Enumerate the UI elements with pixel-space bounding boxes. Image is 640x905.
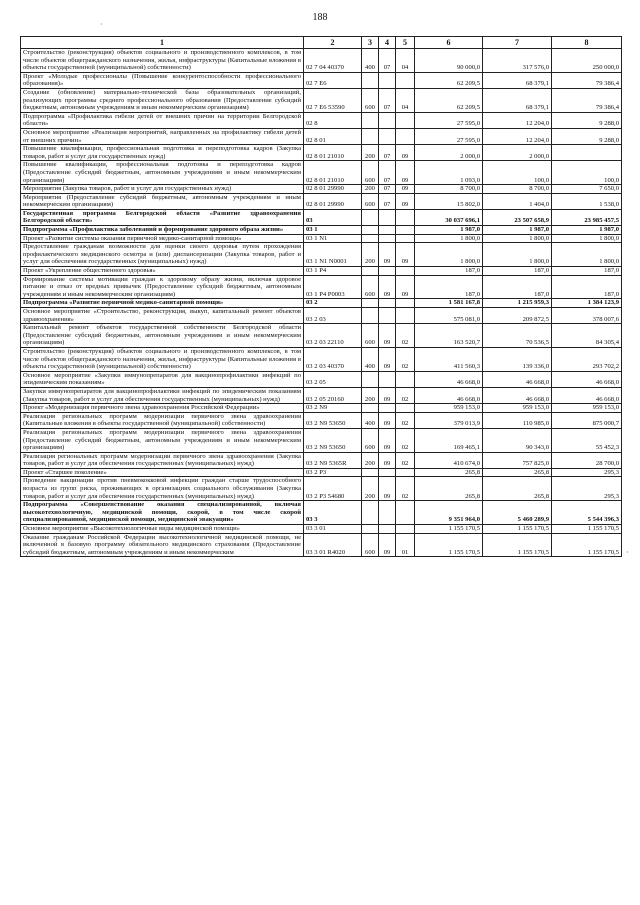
table-row [21, 234, 622, 243]
row-code-cell: 02 8 01 29990 [304, 185, 362, 194]
table-row [21, 299, 622, 308]
row-expense-type-cell [362, 267, 379, 276]
row-section-cell: 09 [379, 428, 396, 452]
row-expense-type-cell: 600 [362, 275, 379, 299]
row-section-cell: 07 [379, 145, 396, 161]
row-section-cell: 09 [379, 477, 396, 501]
table-row [21, 412, 622, 428]
column-header: 4 [379, 37, 396, 49]
row-name-cell: Подпрограмма «Профилактика заболеваний и формирование здорового образа жизни» [21, 226, 304, 235]
row-amount-2022-cell: 5 460 289,9 [483, 501, 552, 525]
row-section-cell: 07 [379, 161, 396, 185]
table-row [21, 501, 622, 525]
column-header: 6 [415, 37, 483, 49]
row-amount-2021-cell: 187,0 [415, 275, 483, 299]
row-code-cell: 03 1 N1 N0001 [304, 243, 362, 267]
table-row [21, 185, 622, 194]
table-row [21, 243, 622, 267]
row-subsection-cell: 04 [396, 88, 415, 112]
row-amount-2023-cell: 378 007,6 [552, 308, 622, 324]
row-subsection-cell: 04 [396, 49, 415, 73]
row-amount-2021-cell: 9 351 964,0 [415, 501, 483, 525]
row-expense-type-cell: 200 [362, 452, 379, 468]
table-header-row [21, 37, 622, 49]
row-code-cell: 02 8 01 21010 [304, 161, 362, 185]
row-subsection-cell [396, 128, 415, 144]
table-row [21, 226, 622, 235]
row-code-cell: 02 7 E6 [304, 72, 362, 88]
row-subsection-cell: 02 [396, 324, 415, 348]
row-name-cell: Формирование системы мотивации граждан к здоровому образу жизни, включая здоровое питание и отказ от вредных привычек (Предоставление субсидий бюджетным, автономным учреждениям и иным некоммерческим организациям) [21, 275, 304, 299]
row-subsection-cell [396, 112, 415, 128]
row-amount-2022-cell: 2 000,0 [483, 145, 552, 161]
row-expense-type-cell: 600 [362, 193, 379, 209]
row-subsection-cell: 09 [396, 275, 415, 299]
row-amount-2021-cell: 62 209,5 [415, 72, 483, 88]
row-name-cell: Подпрограмма «Развитие первичной медико-санитарной помощи» [21, 299, 304, 308]
row-section-cell [379, 267, 396, 276]
row-subsection-cell [396, 299, 415, 308]
row-code-cell: 03 3 [304, 501, 362, 525]
row-subsection-cell [396, 501, 415, 525]
row-expense-type-cell [362, 308, 379, 324]
row-section-cell [379, 209, 396, 225]
row-amount-2022-cell: 1 215 959,3 [483, 299, 552, 308]
row-amount-2021-cell: 1 800,0 [415, 243, 483, 267]
column-header: 5 [396, 37, 415, 49]
row-section-cell: 09 [379, 412, 396, 428]
row-amount-2021-cell: 265,8 [415, 477, 483, 501]
row-expense-type-cell: 600 [362, 324, 379, 348]
row-code-cell: 03 1 N1 [304, 234, 362, 243]
row-amount-2022-cell: 1 155 170,5 [483, 525, 552, 534]
row-code-cell: 03 2 05 [304, 371, 362, 387]
budget-table [20, 36, 622, 557]
table-row [21, 533, 622, 557]
row-subsection-cell [396, 468, 415, 477]
row-amount-2023-cell: 55 452,3 [552, 428, 622, 452]
row-name-cell: Повышение квалификации, профессиональная подготовка и переподготовка кадров (Закупка товаров, работ и услуг для государственных нужд) [21, 145, 304, 161]
row-amount-2021-cell: 8 700,0 [415, 185, 483, 194]
row-amount-2023-cell: 7 650,0 [552, 185, 622, 194]
row-subsection-cell: 09 [396, 243, 415, 267]
row-amount-2023-cell: 23 985 457,5 [552, 209, 622, 225]
table-row [21, 209, 622, 225]
row-amount-2021-cell: 575 081,0 [415, 308, 483, 324]
row-name-cell: Создание (обновление) материально-технической базы образовательных организаций, реализующих программы среднего профессионального образования (Предоставление субсидий бюджетным, автономным учреждениям и иным некоммерческим организациям) [21, 88, 304, 112]
row-amount-2023-cell: 959 153,0 [552, 404, 622, 413]
row-code-cell: 03 2 P3 54680 [304, 477, 362, 501]
row-name-cell: Проект «Укрепление общественного здоровья» [21, 267, 304, 276]
row-name-cell: Капитальный ремонт объектов государственной собственности Белгородской области (Предоставление субсидий бюджетным, автономным учреждениям и иным некоммерческим организациям) [21, 324, 304, 348]
row-amount-2023-cell: 293 702,2 [552, 347, 622, 371]
table-row [21, 347, 622, 371]
row-amount-2021-cell: 187,0 [415, 267, 483, 276]
row-code-cell: 03 2 N9 [304, 404, 362, 413]
row-code-cell: 03 2 05 20160 [304, 387, 362, 403]
row-amount-2021-cell: 959 153,0 [415, 404, 483, 413]
row-amount-2021-cell: 1 581 167,8 [415, 299, 483, 308]
row-amount-2023-cell: 875 000,7 [552, 412, 622, 428]
row-amount-2022-cell: 1 800,0 [483, 234, 552, 243]
row-section-cell: 07 [379, 185, 396, 194]
row-amount-2022-cell: 46 668,0 [483, 387, 552, 403]
row-amount-2023-cell: 5 544 396,3 [552, 501, 622, 525]
row-amount-2023-cell: 187,0 [552, 275, 622, 299]
row-section-cell [379, 308, 396, 324]
row-code-cell: 02 8 01 21010 [304, 145, 362, 161]
row-amount-2021-cell: 379 013,9 [415, 412, 483, 428]
row-name-cell: Строительство (реконструкция) объектов социального и производственного комплексов, в том числе объектов общегражданского назначения, жилья, инфраструктуры (Капитальные вложения в объекты государственной (муниципальной) собственности) [21, 347, 304, 371]
row-amount-2023-cell: 1 155 170,5 [552, 525, 622, 534]
row-amount-2023-cell: 1 155 170,5 [552, 533, 622, 557]
row-code-cell: 03 1 [304, 226, 362, 235]
row-subsection-cell: 02 [396, 412, 415, 428]
row-expense-type-cell [362, 404, 379, 413]
row-amount-2022-cell: 46 668,0 [483, 371, 552, 387]
row-name-cell: Мероприятия (Закупка товаров, работ и услуг для государственных нужд) [21, 185, 304, 194]
row-amount-2022-cell: 187,0 [483, 267, 552, 276]
row-amount-2021-cell: 2 000,0 [415, 145, 483, 161]
row-code-cell: 03 2 03 40370 [304, 347, 362, 371]
row-expense-type-cell [362, 128, 379, 144]
row-amount-2023-cell: 1 800,0 [552, 234, 622, 243]
row-name-cell: Строительство (реконструкция) объектов социального и производственного комплексов, в том числе объектов общегражданского назначения, жилья, инфраструктуры (Капитальные вложения в объекты государственной (муниципальной) собственности) [21, 49, 304, 73]
row-expense-type-cell: 600 [362, 428, 379, 452]
table-row [21, 371, 622, 387]
row-amount-2021-cell: 90 000,0 [415, 49, 483, 73]
row-section-cell: 07 [379, 193, 396, 209]
row-amount-2022-cell: 959 153,0 [483, 404, 552, 413]
row-amount-2023-cell: 295,3 [552, 477, 622, 501]
row-amount-2021-cell: 1 155 170,5 [415, 525, 483, 534]
row-code-cell: 03 2 [304, 299, 362, 308]
table-row [21, 404, 622, 413]
row-section-cell: 09 [379, 324, 396, 348]
row-expense-type-cell: 200 [362, 387, 379, 403]
row-section-cell [379, 525, 396, 534]
table-row [21, 452, 622, 468]
row-section-cell: 09 [379, 243, 396, 267]
table-row [21, 112, 622, 128]
row-subsection-cell [396, 371, 415, 387]
row-amount-2022-cell: 68 379,1 [483, 88, 552, 112]
row-amount-2022-cell: 68 379,1 [483, 72, 552, 88]
row-name-cell: Государственная программа Белгородской области «Развитие здравоохранения Белгородской области» [21, 209, 304, 225]
row-expense-type-cell [362, 72, 379, 88]
row-subsection-cell [396, 525, 415, 534]
row-amount-2023-cell: 79 386,4 [552, 88, 622, 112]
table-row [21, 72, 622, 88]
row-expense-type-cell: 600 [362, 88, 379, 112]
row-section-cell [379, 468, 396, 477]
column-header: 7 [483, 37, 552, 49]
row-amount-2022-cell: 70 536,5 [483, 324, 552, 348]
row-code-cell: 02 8 01 29990 [304, 193, 362, 209]
row-amount-2021-cell: 265,8 [415, 468, 483, 477]
row-section-cell [379, 72, 396, 88]
row-amount-2021-cell: 46 668,0 [415, 371, 483, 387]
row-code-cell: 03 1 P4 P0003 [304, 275, 362, 299]
row-code-cell: 03 3 01 R4020 [304, 533, 362, 557]
row-name-cell: Реализация региональных программ модернизации первичного звена здравоохранения (Предоставление субсидий бюджетным, автономным учреждениям и иным некоммерческим организациям) [21, 428, 304, 452]
row-name-cell: Мероприятия (Предоставление субсидий бюджетным, автономным учреждениям и иным некоммерческим организациям) [21, 193, 304, 209]
row-name-cell: Подпрограмма «Профилактика гибели детей от внешних причин на территории Белгородской области» [21, 112, 304, 128]
row-code-cell: 03 2 N9 5365R [304, 452, 362, 468]
row-amount-2023-cell: 250 000,0 [552, 49, 622, 73]
row-amount-2023-cell: 100,0 [552, 161, 622, 185]
row-name-cell: Проект «Развитие системы оказания первичной медико-санитарной помощи» [21, 234, 304, 243]
row-amount-2023-cell: 9 288,0 [552, 128, 622, 144]
table-row [21, 324, 622, 348]
row-amount-2022-cell: 265,8 [483, 468, 552, 477]
row-expense-type-cell: 600 [362, 161, 379, 185]
row-name-cell: Предоставление гражданам возможности для оценки своего здоровья путем прохождения профилактического медицинского осмотра и (или) диспансеризации (Закупка товаров, работ и услуг для обеспечения государственных (муниципальных) нужд) [21, 243, 304, 267]
row-section-cell: 09 [379, 275, 396, 299]
row-name-cell: Реализация региональных программ модернизации первичного звена здравоохранения (Закупка товаров, работ и услуг для обеспечения государственных (муниципальных) нужд) [21, 452, 304, 468]
row-subsection-cell: 02 [396, 452, 415, 468]
row-amount-2021-cell: 1 155 170,5 [415, 533, 483, 557]
row-amount-2022-cell: 1 800,0 [483, 243, 552, 267]
row-subsection-cell: 02 [396, 477, 415, 501]
row-name-cell: Проведение вакцинации против пневмококковой инфекции граждан старше трудоспособного возраста из групп риска, проживающих в организациях социального обслуживания (Закупка товаров, работ и услуг для обеспечения государственных (муниципальных) нужд) [21, 477, 304, 501]
row-name-cell: Основное мероприятие «Высокотехнологичные виды медицинской помощи» [21, 525, 304, 534]
row-section-cell: 09 [379, 347, 396, 371]
row-amount-2021-cell: 1 800,0 [415, 234, 483, 243]
row-code-cell: 03 3 01 [304, 525, 362, 534]
row-section-cell [379, 404, 396, 413]
row-expense-type-cell: 200 [362, 185, 379, 194]
row-amount-2022-cell: 1 404,0 [483, 193, 552, 209]
row-amount-2022-cell: 265,8 [483, 477, 552, 501]
row-amount-2021-cell: 169 465,1 [415, 428, 483, 452]
table-row [21, 88, 622, 112]
row-section-cell [379, 299, 396, 308]
row-section-cell [379, 128, 396, 144]
row-subsection-cell [396, 267, 415, 276]
row-subsection-cell: 09 [396, 161, 415, 185]
row-expense-type-cell: 400 [362, 49, 379, 73]
row-code-cell: 03 2 03 22110 [304, 324, 362, 348]
row-name-cell: Реализация региональных программ модернизации первичного звена здравоохранения (Капитальные вложения в объекты государственной (муниципальной) собственности) [21, 412, 304, 428]
row-expense-type-cell [362, 299, 379, 308]
column-header: 1 [21, 37, 304, 49]
row-amount-2023-cell: 46 668,0 [552, 371, 622, 387]
row-amount-2021-cell: 62 209,5 [415, 88, 483, 112]
row-code-cell: 02 7 04 40370 [304, 49, 362, 73]
row-section-cell [379, 234, 396, 243]
row-amount-2023-cell: 295,3 [552, 468, 622, 477]
row-name-cell: Проект «Модернизация первичного звена здравоохранения Российской Федерации» [21, 404, 304, 413]
row-section-cell [379, 501, 396, 525]
page-number: 188 [312, 12, 328, 23]
row-code-cell: 03 2 N9 53650 [304, 412, 362, 428]
table-row [21, 468, 622, 477]
column-header: 2 [304, 37, 362, 49]
row-amount-2023-cell [552, 145, 622, 161]
row-expense-type-cell: 400 [362, 412, 379, 428]
row-amount-2022-cell: 1 155 170,5 [483, 533, 552, 557]
row-amount-2023-cell: 1 384 123,9 [552, 299, 622, 308]
row-expense-type-cell: 400 [362, 347, 379, 371]
row-expense-type-cell [362, 371, 379, 387]
table-row [21, 49, 622, 73]
row-section-cell: 09 [379, 387, 396, 403]
row-name-cell: Проект «Старшее поколение» [21, 468, 304, 477]
row-amount-2023-cell: 46 668,0 [552, 387, 622, 403]
row-amount-2022-cell: 757 825,0 [483, 452, 552, 468]
row-amount-2021-cell: 46 668,0 [415, 387, 483, 403]
row-amount-2023-cell: 1 538,0 [552, 193, 622, 209]
table-row [21, 275, 622, 299]
row-name-cell: Закупки иммунопрепаратов для вакцинопрофилактики инфекций по эпидемическим показаниям (Закупка товаров, работ и услуг для обеспечения государственных (муниципальных) нужд) [21, 387, 304, 403]
row-name-cell: Оказание гражданам Российской Федерации высокотехнологичной медицинской помощи, не включенной в базовую программу обязательного медицинского страхования (Предоставление субсидий бюджетным, автономным учреждениям и иным некоммерческим [21, 533, 304, 557]
row-expense-type-cell [362, 209, 379, 225]
row-amount-2023-cell: 79 386,4 [552, 72, 622, 88]
row-amount-2022-cell: 8 700,0 [483, 185, 552, 194]
row-amount-2021-cell: 27 595,0 [415, 112, 483, 128]
row-amount-2023-cell: 1 987,0 [552, 226, 622, 235]
row-amount-2023-cell: 1 800,0 [552, 243, 622, 267]
row-section-cell: 07 [379, 49, 396, 73]
row-name-cell: Основное мероприятие «Закупки иммунопрепаратов для вакцинопрофилактики инфекций по эпидемическим показаниям» [21, 371, 304, 387]
row-amount-2021-cell: 411 560,3 [415, 347, 483, 371]
row-code-cell: 03 1 P4 [304, 267, 362, 276]
row-subsection-cell: 09 [396, 185, 415, 194]
row-amount-2023-cell: 84 305,4 [552, 324, 622, 348]
row-code-cell: 02 8 [304, 112, 362, 128]
row-expense-type-cell: 200 [362, 145, 379, 161]
row-amount-2021-cell: 1 987,0 [415, 226, 483, 235]
table-row [21, 428, 622, 452]
row-expense-type-cell [362, 234, 379, 243]
row-code-cell: 03 2 N9 53650 [304, 428, 362, 452]
row-subsection-cell: 02 [396, 347, 415, 371]
table-row [21, 145, 622, 161]
row-subsection-cell: 09 [396, 145, 415, 161]
row-amount-2021-cell: 163 520,7 [415, 324, 483, 348]
table-body [21, 49, 622, 557]
row-subsection-cell [396, 308, 415, 324]
row-code-cell: 03 2 P3 [304, 468, 362, 477]
row-expense-type-cell: 200 [362, 477, 379, 501]
row-amount-2021-cell: 15 802,0 [415, 193, 483, 209]
table-row [21, 128, 622, 144]
table-row [21, 525, 622, 534]
row-name-cell: Основное мероприятие «Реализация мероприятий, направленных на профилактику гибели детей от внешних причин» [21, 128, 304, 144]
row-code-cell: 03 2 03 [304, 308, 362, 324]
row-amount-2022-cell: 90 343,0 [483, 428, 552, 452]
row-amount-2022-cell: 110 985,0 [483, 412, 552, 428]
row-amount-2021-cell: 30 037 696,1 [415, 209, 483, 225]
row-subsection-cell: 02 [396, 387, 415, 403]
row-expense-type-cell [362, 525, 379, 534]
row-amount-2022-cell: 1 987,0 [483, 226, 552, 235]
row-amount-2022-cell: 317 576,0 [483, 49, 552, 73]
table-row [21, 477, 622, 501]
row-section-cell: 09 [379, 452, 396, 468]
row-name-cell: Основное мероприятие «Строительство, реконструкция, выкуп, капитальный ремонт объектов здравоохранения» [21, 308, 304, 324]
table-row [21, 267, 622, 276]
row-expense-type-cell [362, 468, 379, 477]
row-expense-type-cell: 600 [362, 533, 379, 557]
table-row [21, 308, 622, 324]
row-amount-2022-cell: 139 336,0 [483, 347, 552, 371]
row-amount-2022-cell: 187,0 [483, 275, 552, 299]
row-section-cell [379, 112, 396, 128]
row-expense-type-cell [362, 112, 379, 128]
row-subsection-cell [396, 404, 415, 413]
row-code-cell: 02 7 E6 53590 [304, 88, 362, 112]
row-amount-2021-cell: 410 674,0 [415, 452, 483, 468]
row-amount-2023-cell: 28 700,0 [552, 452, 622, 468]
row-subsection-cell: 09 [396, 193, 415, 209]
row-expense-type-cell [362, 501, 379, 525]
row-amount-2022-cell: 209 872,5 [483, 308, 552, 324]
row-section-cell: 07 [379, 88, 396, 112]
row-amount-2021-cell: 27 595,0 [415, 128, 483, 144]
row-section-cell [379, 371, 396, 387]
row-section-cell: 09 [379, 533, 396, 557]
row-amount-2022-cell: 100,0 [483, 161, 552, 185]
row-subsection-cell: 01 [396, 533, 415, 557]
row-name-cell: Подпрограмма «Совершенствование оказания специализированной, включая высокотехнологичную, медицинской помощи, скорой, в том числе скорой специализированной, медицинской помощи, медицинской эвакуации» [21, 501, 304, 525]
row-name-cell: Повышение квалификации, профессиональная подготовка и переподготовка кадров (Предоставление субсидий бюджетным, автономным учреждениям и иным некоммерческим организациям) [21, 161, 304, 185]
scan-dot: · [626, 548, 629, 557]
table-row [21, 161, 622, 185]
row-expense-type-cell: 200 [362, 243, 379, 267]
row-amount-2023-cell: 187,0 [552, 267, 622, 276]
column-header: 8 [552, 37, 622, 49]
table-row [21, 387, 622, 403]
row-subsection-cell: 02 [396, 428, 415, 452]
row-amount-2022-cell: 12 204,0 [483, 128, 552, 144]
row-subsection-cell [396, 209, 415, 225]
row-expense-type-cell [362, 226, 379, 235]
column-header: 3 [362, 37, 379, 49]
row-subsection-cell [396, 226, 415, 235]
row-section-cell [379, 226, 396, 235]
row-subsection-cell [396, 234, 415, 243]
scan-dot: · [100, 20, 103, 29]
row-amount-2023-cell: 9 288,0 [552, 112, 622, 128]
row-name-cell: Проект «Молодые профессионалы (Повышение конкурентоспособности профессионального образования)» [21, 72, 304, 88]
row-amount-2022-cell: 12 204,0 [483, 112, 552, 128]
row-amount-2022-cell: 23 507 658,9 [483, 209, 552, 225]
row-amount-2021-cell: 1 093,0 [415, 161, 483, 185]
row-code-cell: 02 8 01 [304, 128, 362, 144]
row-code-cell: 03 [304, 209, 362, 225]
row-subsection-cell [396, 72, 415, 88]
table-row [21, 193, 622, 209]
